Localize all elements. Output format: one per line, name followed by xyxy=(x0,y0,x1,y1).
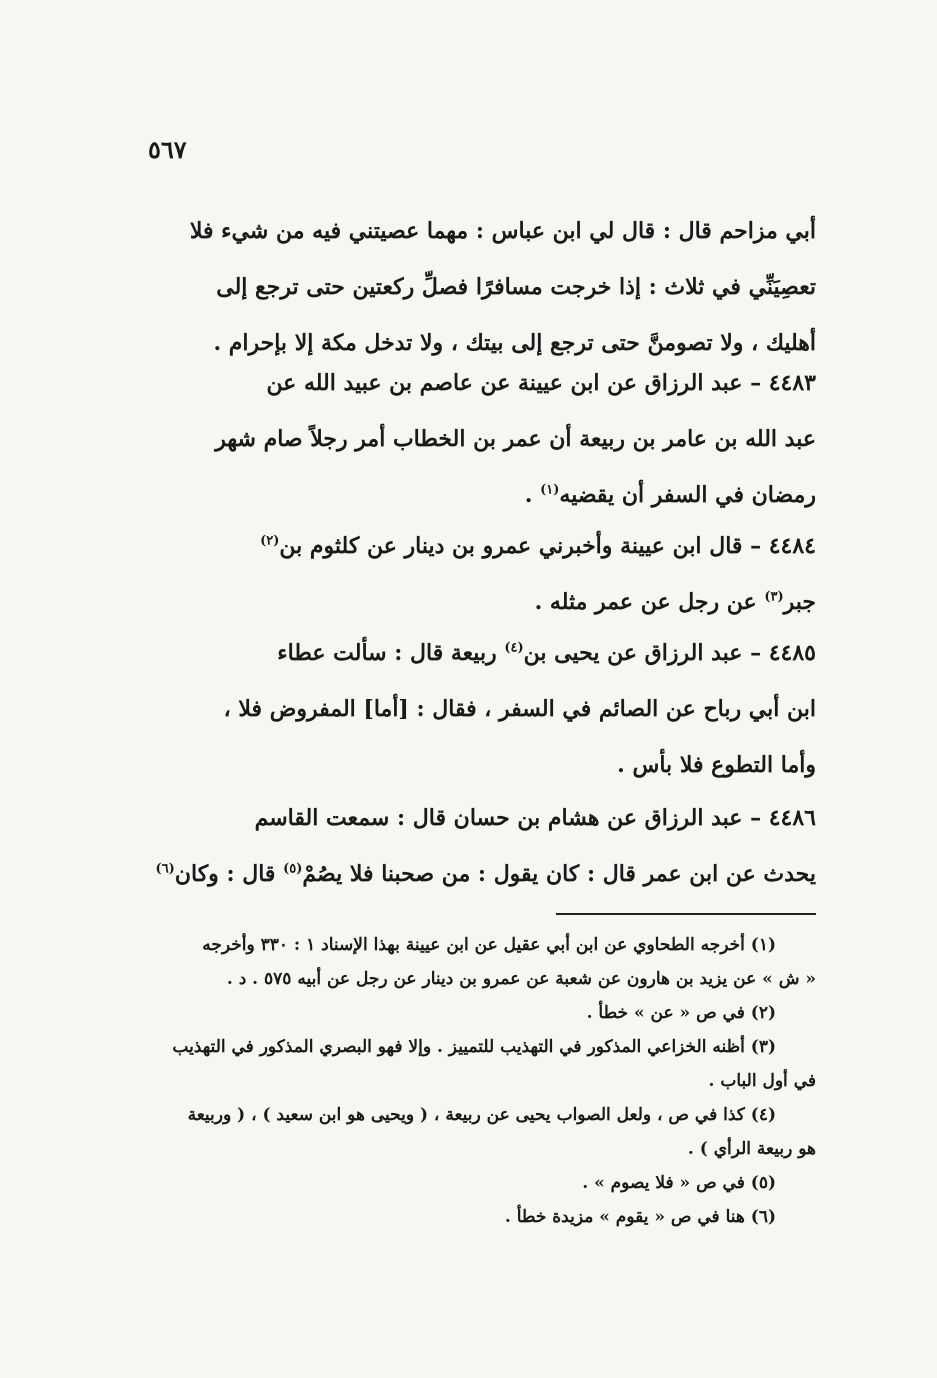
footnote-ref: (٥) xyxy=(283,861,303,877)
text-segment: جبر xyxy=(783,589,816,615)
text-segment: عن رجل عن عمر مثله . xyxy=(534,589,765,615)
text-line xyxy=(142,625,816,681)
text-line: تعصِيَنِّي في ثلاث : إذا خرجت مسافرًا فصلِّ ركعتين حتى ترجع إلى xyxy=(216,274,816,300)
footnote-ref: (٣) xyxy=(764,589,784,605)
footnote-line: هو ربيعة الرأي ) . xyxy=(687,1139,816,1159)
text-line: ٤٤٨٣ – عبد الرزاق عن ابن عيينة عن عاصم بن عبيد الله عن xyxy=(266,370,816,396)
footnote-line: (٤) كذا في ص ، ولعل الصواب يحيى عن ربيعة ، ( ويحيى هو ابن سعيد ) ، ( وربيعة xyxy=(187,1105,776,1125)
text-line xyxy=(142,518,816,574)
text-segment: ربيعة قال : سألت عطاء xyxy=(277,640,505,666)
footnote-ref: (١) xyxy=(540,482,560,498)
text-line: ابن أبي رباح عن الصائم في السفر ، فقال : [أما] المفروض فلا ، xyxy=(223,696,816,722)
text-line: وأما التطوع فلا بأس . xyxy=(617,752,816,778)
text-line: أهليك ، ولا تصومنَّ حتى ترجع إلى بيتك ، ولا تدخل مكة إلا بإحرام . xyxy=(213,330,816,356)
text-line: أبي مزاحم قال : قال لي ابن عباس : مهما عصيتني فيه من شيء فلا xyxy=(189,218,816,244)
text-segment: يحدث عن ابن عمر قال : كان يقول : من صحبنا فلا يصُمْ xyxy=(302,861,816,887)
page-number: ٥٦٧ xyxy=(148,135,187,164)
footnote-divider xyxy=(556,913,816,915)
text-line: ٤٤٨٦ – عبد الرزاق عن هشام بن حسان قال : سمعت القاسم xyxy=(254,805,816,831)
footnote-line: (٣) أظنه الخزاعي المذكور في التهذيب للتمييز . وإلا فهو البصري المذكور في التهذيب xyxy=(172,1037,776,1057)
hadith-4486 xyxy=(142,790,816,902)
text-line xyxy=(142,467,816,523)
text-segment: ٤٤٨٥ – عبد الرزاق عن يحيى بن xyxy=(523,640,816,666)
footnote-line: « ش » عن يزيد بن هارون عن شعبة عن عمرو بن دينار عن رجل عن أبيه ٥٧٥ . د . xyxy=(226,969,816,989)
text-line: عبد الله بن عامر بن ربيعة أن عمر بن الخطاب أمر رجلاً صام شهر xyxy=(215,426,816,452)
hadith-4485 xyxy=(142,625,816,793)
footnote-line: (٢) في ص « عن » خطأ . xyxy=(586,1003,776,1023)
text-line xyxy=(142,846,816,902)
footnote-ref: (٢) xyxy=(260,533,280,549)
footnote-line: في أول الباب . xyxy=(708,1071,816,1091)
paragraph-1 xyxy=(142,203,816,371)
footnote-ref: (٤) xyxy=(504,640,524,656)
text-segment: ٤٤٨٤ – قال ابن عيينة وأخبرني عمرو بن دينار عن كلثوم بن xyxy=(279,533,816,559)
text-line xyxy=(142,574,816,630)
footnote-line: (١) أخرجه الطحاوي عن ابن أبي عقيل عن ابن عيينة بهذا الإسناد ١ : ٣٣٠ وأخرجه xyxy=(202,935,776,955)
text-segment: رمضان في السفر أن يقضيه xyxy=(559,482,816,508)
hadith-4484 xyxy=(142,518,816,630)
text-segment: قال : وكان xyxy=(174,861,284,887)
footnote-ref: (٦) xyxy=(155,861,175,877)
text-segment: . xyxy=(524,482,541,508)
footnote-line: (٦) هنا في ص « يقوم » مزيدة خطأ . xyxy=(504,1207,776,1227)
footnote-line: (٥) في ص « فلا يصوم » . xyxy=(582,1173,776,1193)
footnotes xyxy=(142,928,816,1234)
hadith-4483 xyxy=(142,355,816,523)
